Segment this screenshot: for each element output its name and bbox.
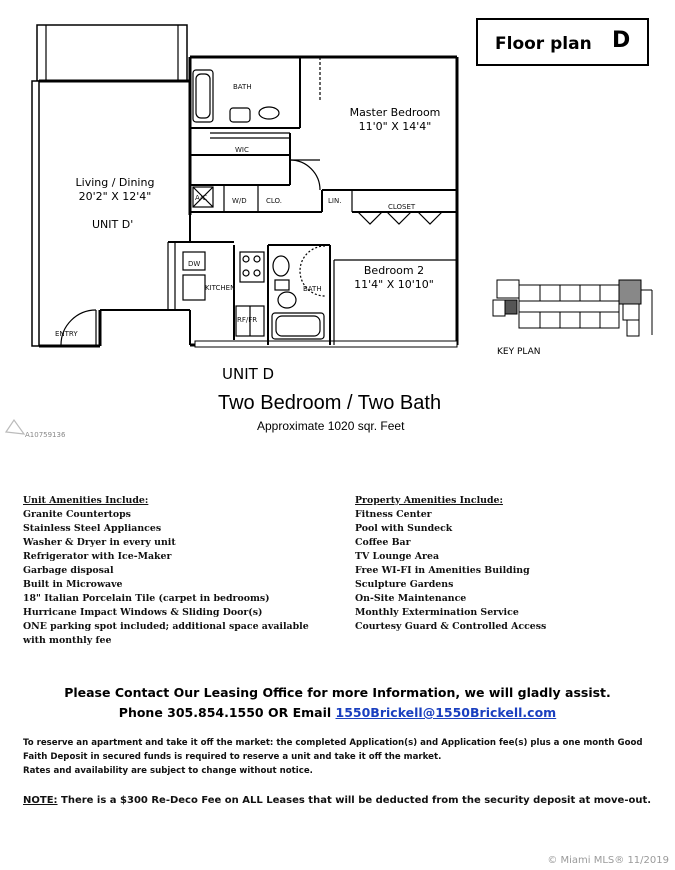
room-label-clo: CLO. — [266, 197, 282, 205]
list-item: 18" Italian Porcelain Tile (carpet in bedrooms) — [23, 593, 270, 604]
master-bedroom-name: Master Bedroom — [349, 106, 441, 119]
key-plan-label: KEY PLAN — [497, 347, 541, 357]
list-item: with monthly fee — [23, 635, 112, 646]
contact-line: Please Contact Our Leasing Office for more Information, we will gladly assist. — [64, 685, 611, 700]
room-label-living-dining — [68, 176, 162, 205]
contact-section — [0, 683, 675, 723]
list-item: Washer & Dryer in every unit — [23, 537, 176, 548]
list-item: Coffee Bar — [355, 537, 411, 548]
note — [23, 795, 663, 806]
living-dining-name: Living / Dining — [75, 176, 155, 189]
room-label-closet: CLOSET — [388, 203, 416, 211]
room-label-wic: WIC — [235, 146, 249, 154]
key-plan-graphic — [493, 280, 652, 336]
room-label-bedroom2 — [340, 264, 448, 293]
master-bedroom-dims: 11'0" X 14'4" — [358, 120, 432, 134]
room-label-ac: A/C — [195, 194, 208, 202]
list-item: Courtesy Guard & Controlled Access — [355, 621, 547, 632]
contact-phone: Phone 305.854.1550 OR Email — [118, 705, 336, 720]
room-label-master-bedroom — [333, 106, 457, 135]
unit-amenities-heading: Unit Amenities Include: — [23, 495, 149, 506]
page-subtitle: Approximate 1020 sqr. Feet — [257, 419, 405, 433]
list-item: On-Site Maintenance — [355, 593, 467, 604]
bedroom2-name: Bedroom 2 — [363, 264, 425, 277]
list-item: Garbage disposal — [23, 565, 114, 576]
unit-d-prime-label: UNIT D' — [92, 218, 134, 231]
list-item: Monthly Extermination Service — [355, 607, 519, 618]
list-item: Stainless Steel Appliances — [23, 523, 162, 534]
list-item: Free WI-FI in Amenities Building — [355, 565, 530, 576]
room-label-entry: ENTRY — [55, 330, 78, 338]
property-amenities — [355, 494, 655, 634]
note-label: NOTE: — [23, 795, 58, 806]
list-item: ONE parking spot included; additional space available — [23, 621, 309, 632]
contact-phone-email — [0, 703, 675, 723]
list-item: Fitness Center — [355, 509, 432, 520]
room-label-rf-fr: RF/FR — [237, 316, 258, 324]
unit-amenities — [23, 494, 323, 648]
room-label-bath-bottom: BATH — [303, 285, 322, 293]
room-label-kitchen: KITCHEN — [205, 284, 236, 292]
mls-id: A10759136 — [25, 431, 66, 439]
reserve-terms — [23, 736, 663, 778]
list-item: Granite Countertops — [23, 509, 131, 520]
list-item: Hurricane Impact Windows & Sliding Door(s) — [23, 607, 263, 618]
property-amenities-heading: Property Amenities Include: — [355, 495, 503, 506]
list-item: TV Lounge Area — [355, 551, 440, 562]
living-dining-dims: 20'2" X 12'4" — [78, 190, 152, 204]
mls-logo-icon — [4, 416, 26, 443]
note-text: There is a $300 Re-Deco Fee on ALL Leases that will be deducted from the security deposit at move-out. — [57, 795, 652, 806]
room-label-wd: W/D — [232, 197, 247, 205]
list-item: Sculpture Gardens — [355, 579, 454, 590]
mls-watermark: © Miami MLS® 11/2019 — [547, 855, 669, 866]
rates-text: Rates and availability are subject to change without notice. — [23, 766, 313, 776]
room-label-bath-top: BATH — [233, 83, 252, 91]
email-link[interactable]: 1550Brickell@1550Brickell.com — [335, 705, 557, 720]
bedroom2-dims: 11'4" X 10'10" — [354, 278, 434, 292]
reserve-text: To reserve an apartment and take it off the market: the completed Application(s) and Application fee(s) plus a one month Good Faith Deposit in secured funds is required to reserve a unit and take it off the market. — [23, 738, 643, 762]
page-title: Two Bedroom / Two Bath — [218, 392, 442, 414]
list-item: Built in Microwave — [23, 579, 123, 590]
room-label-dw: DW — [188, 260, 201, 268]
unit-name: UNIT D — [222, 365, 275, 383]
list-item: Pool with Sundeck — [355, 523, 453, 534]
floor-plan-title: Floor plan — [495, 34, 592, 54]
list-item: Refrigerator with Ice-Maker — [23, 551, 172, 562]
floor-plan-letter: D — [612, 28, 631, 53]
room-label-lin: LIN. — [328, 197, 342, 205]
